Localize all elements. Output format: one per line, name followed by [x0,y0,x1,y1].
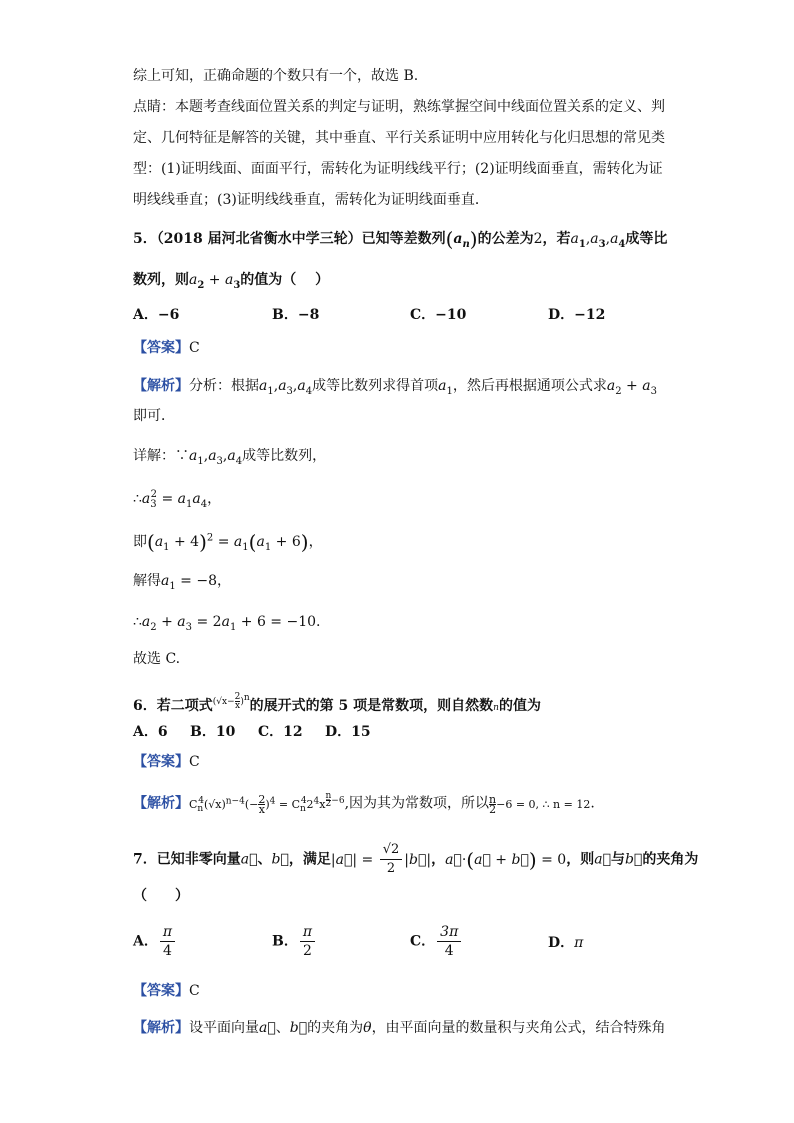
q7-analysis: 【解析】设平面向量a⃗、b⃗的夹角为θ，由平面向量的数量积与夹角公式，结合特殊角 [133,1020,666,1036]
intro-line: 综上可知，正确命题的个数只有一个，故选 B. [133,68,419,84]
q5-analysis-line2: 即可． [133,408,175,424]
analysis-tag: 【解析】 [133,1020,189,1036]
answer-tag: 【答案】 [133,754,189,770]
q5-step-2: 即$(a_1 + 4)^2 = a_1(a_1 + 6)$， [133,530,323,554]
q5-answer: 【答案】C [133,340,200,356]
q7-option-c[interactable]: C． $\frac{3\pi}{4}$ [410,923,463,960]
q5-option-d[interactable]: D．−12 [548,307,606,323]
q6-option-b[interactable]: B．10 [190,724,236,740]
q5-stem-line1: 5．（2018 届河北省衡水中学三轮）已知等差数列$(a_n)$的公差为2，若$a_1,a_3,a_4$成等比 [133,227,668,251]
q5-analysis-line1: 【解析】分析：根据$a_1,a_3,a_4$成等比数列求得首项$a_1$，然后再根据通项公式求$a_2 + a_3$ [133,378,657,397]
intro-line: 定、几何特征是解答的关键，其中垂直、平行关系证明中应用转化与化归思想的常见类 [133,130,665,146]
analysis-tag: 【解析】 [133,378,189,394]
intro-line: 型：(1)证明线面、面面平行，需转化为证明线线平行；(2)证明线面垂直，需转化为证 [133,161,663,177]
q6-formula: $C_n^4(√x)^{n-4}(-$ $\frac{2}{x}$ )$^4 = C_n^42^4x$ $^{\frac{n}{2} -6}$ [189,791,345,817]
q5-option-a[interactable]: A．−6 [133,307,180,323]
q5-detail-line: 详解：$\because a_1,a_3,a_4$成等比数列， [133,448,327,467]
q6-option-a[interactable]: A．6 [133,724,168,740]
answer-tag: 【答案】 [133,983,189,999]
intro-line: 明线线垂直；(3)证明线线垂直，需转化为证明线面垂直． [133,192,489,208]
q7-option-a[interactable]: A． $\frac{\pi}{4}$ [133,923,177,960]
q7-stem: 7．已知非零向量a⃗、b⃗，满足|a⃗| = $\frac{√2}{2}$ |b⃗|，a⃗·(a⃗ + b⃗) = 0，则a⃗与b⃗的夹角为 [133,842,699,876]
answer-tag: 【答案】 [133,340,189,356]
intro-line: 点睛：本题考查线面位置关系的判定与证明，熟练掌握空间中线面位置关系的定义、判 [133,99,665,115]
q7-option-d[interactable]: D．π [548,935,584,951]
q5-step-3: 解得$a_1 = -8$， [133,573,232,592]
q5-step-4: $\therefore a_2 + a_3 = 2a_1 + 6 = -10$. [133,614,321,633]
q6-option-d[interactable]: D．15 [325,724,371,740]
q7-option-b[interactable]: B． $\frac{\pi}{2}$ [272,923,317,960]
q5-conclusion: 故选 C. [133,651,181,667]
q7-bracket: （ ） [133,888,189,904]
q7-answer: 【答案】C [133,983,200,999]
q6-answer: 【答案】C [133,754,200,770]
q6-stem: 6．若二项式$^{(√x- \frac{2}{x} )^n}$的展开式的第 5 项是常数项，则自然数n的值为 [133,692,541,714]
q5-option-b[interactable]: B．−8 [272,307,320,323]
q6-option-c[interactable]: C．12 [258,724,303,740]
q5-option-c[interactable]: C．−10 [410,307,467,323]
q5-stem-line2: 数列，则$a_2 + a_3$的值为（ ） [133,272,330,291]
q5-step-1: $\therefore a_3^2 = a_1a_4$， [133,489,222,510]
q6-analysis: 【解析】$C_n^4(√x)^{n-4}(-$ $\frac{2}{x}$ )$^4 = C_n^42^4x$ $^{\frac{n}{2} -6}$,因为其为常数项，所以 $\frac{n}{2}$ −6 = 0, ∴ n = 12. [133,791,595,817]
analysis-tag: 【解析】 [133,795,189,812]
